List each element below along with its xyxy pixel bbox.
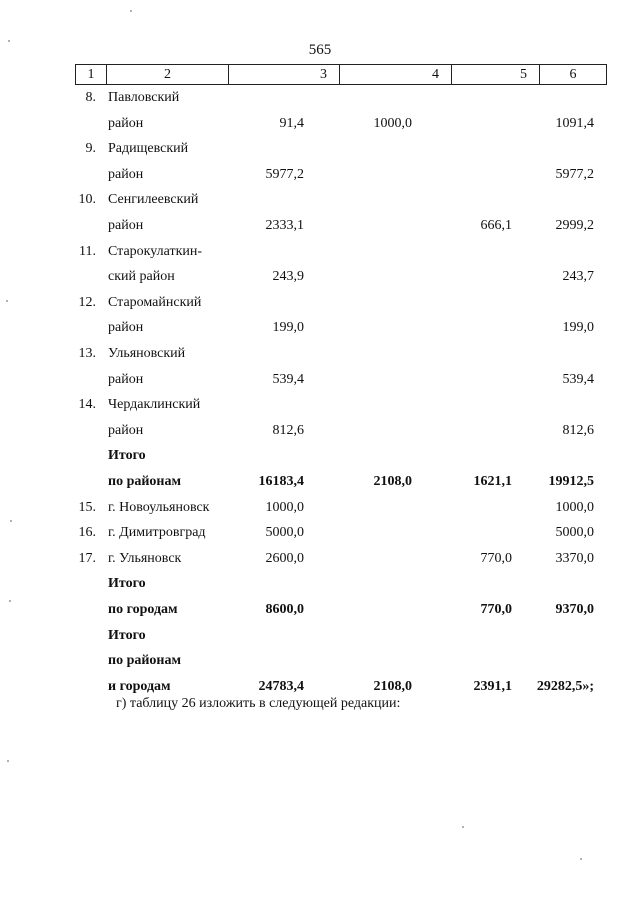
row-number: 16. xyxy=(78,525,96,540)
cell-c3: 199,0 xyxy=(272,320,304,335)
cell-c5: 770,0 xyxy=(480,551,512,566)
cell-c3: 539,4 xyxy=(272,372,304,387)
row-number: 15. xyxy=(78,500,96,515)
cell-c6: 19912,5 xyxy=(548,474,594,489)
row-name: Радищевский xyxy=(108,141,189,156)
cell-c3: 24783,4 xyxy=(258,679,304,694)
row-number: 13. xyxy=(78,346,96,361)
cell-c6: 1091,4 xyxy=(555,116,594,131)
cell-c6: 199,0 xyxy=(562,320,594,335)
row-number: 11. xyxy=(79,244,96,259)
cell-c6: 3370,0 xyxy=(555,551,594,566)
cell-c6: 1000,0 xyxy=(555,500,594,515)
cell-c3: 8600,0 xyxy=(265,602,304,617)
cell-c3: 5977,2 xyxy=(265,167,304,182)
page-number: 565 xyxy=(308,42,332,58)
row-name: Чердаклинский xyxy=(108,397,201,412)
cell-c3: 5000,0 xyxy=(265,525,304,540)
cell-c4: 2108,0 xyxy=(373,474,412,489)
row-name-cont: район xyxy=(108,320,144,335)
row-name: Сенгилеевский xyxy=(108,192,199,207)
row-name-cont: район xyxy=(108,423,144,438)
cell-c5: 770,0 xyxy=(480,602,512,617)
header-cell-2: 2 xyxy=(106,65,228,84)
cell-c6: 9370,0 xyxy=(555,602,594,617)
row-name-cont: район xyxy=(108,218,144,233)
row-number: 17. xyxy=(78,551,96,566)
row-name: г. Димитровград xyxy=(108,525,206,540)
header-cell-5: 5 xyxy=(451,65,539,84)
cell-c6: 539,4 xyxy=(562,372,594,387)
row-name: Старокулаткин- xyxy=(108,244,203,259)
cell-c4: 2108,0 xyxy=(373,679,412,694)
cell-c3: 2600,0 xyxy=(265,551,304,566)
row-name-cont: ский район xyxy=(108,269,175,284)
row-name: Павловский xyxy=(108,90,180,105)
cell-c6: 2999,2 xyxy=(555,218,594,233)
row-name-cont: по районам xyxy=(108,653,182,668)
cell-c6: 243,7 xyxy=(562,269,594,284)
header-cell-6: 6 xyxy=(539,65,606,84)
cell-c5: 666,1 xyxy=(480,218,512,233)
cell-c3: 812,6 xyxy=(272,423,304,438)
cell-c3: 243,9 xyxy=(272,269,304,284)
footer-instruction: г) таблицу 26 изложить в следующей редакции: xyxy=(116,696,401,711)
row-number: 8. xyxy=(85,90,96,105)
row-name-cont: и городам xyxy=(108,679,171,694)
header-cell-4: 4 xyxy=(339,65,451,84)
cell-c5: 2391,1 xyxy=(473,679,512,694)
row-name-cont: район xyxy=(108,116,144,131)
row-number: 9. xyxy=(85,141,96,156)
cell-c3: 16183,4 xyxy=(258,474,304,489)
cell-c6: 5000,0 xyxy=(555,525,594,540)
cell-c6: 812,6 xyxy=(562,423,594,438)
row-number: 12. xyxy=(78,295,96,310)
row-name-cont: по городам xyxy=(108,602,178,617)
cell-c5: 1621,1 xyxy=(473,474,512,489)
cell-c4: 1000,0 xyxy=(373,116,412,131)
row-name: Итого xyxy=(108,448,146,463)
row-number: 10. xyxy=(78,192,96,207)
row-name: г. Ульяновск xyxy=(108,551,182,566)
cell-c3: 1000,0 xyxy=(265,500,304,515)
cell-c6: 29282,5»; xyxy=(536,679,594,694)
header-cell-3: 3 xyxy=(228,65,339,84)
header-cell-1: 1 xyxy=(87,67,95,82)
cell-c6: 5977,2 xyxy=(555,167,594,182)
row-name-cont: район xyxy=(108,167,144,182)
row-name: Итого xyxy=(108,576,146,591)
row-name-cont: по районам xyxy=(108,474,182,489)
row-name-cont: район xyxy=(108,372,144,387)
cell-c3: 91,4 xyxy=(279,116,304,131)
row-name: Итого xyxy=(108,628,146,643)
cell-c3: 2333,1 xyxy=(265,218,304,233)
row-name: г. Новоульяновск xyxy=(108,500,210,515)
row-name: Ульяновский xyxy=(108,346,186,361)
row-number: 14. xyxy=(78,397,96,412)
row-name: Старомайнский xyxy=(108,295,202,310)
